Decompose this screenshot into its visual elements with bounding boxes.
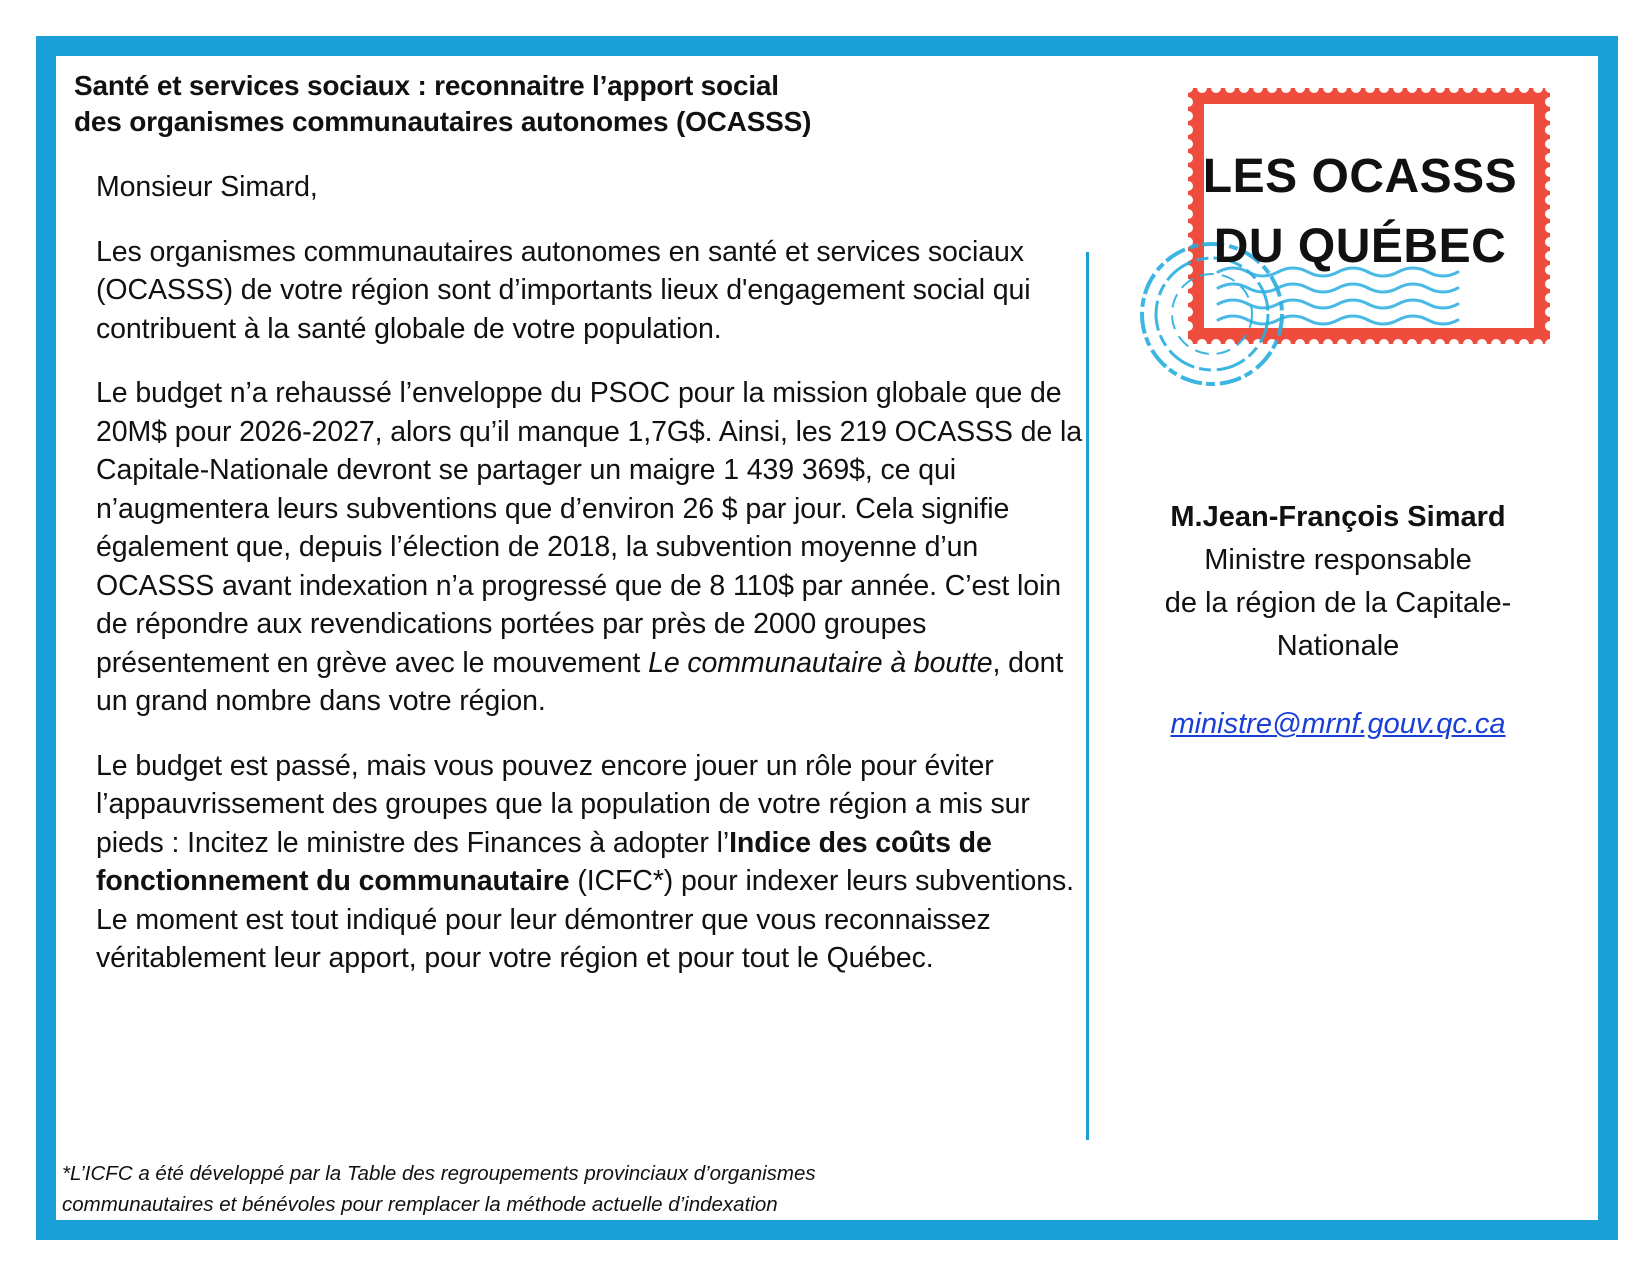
recipient-address [1118,496,1558,668]
address-divider [1086,252,1089,1140]
paragraph-2-text: Le budget n’a rehaussé l’enveloppe du PSOC pour la mission globale que de 20M$ pour 2026-2027, alors qu’il manque 1,7G$. Ainsi, les 219 OCASSS de la Capitale-Nationale devront se partager un maigre 1 439 369$, ce qui n’augmentera leurs subventions que d’environ 26 $ par jour. Cela signifie également que, depuis l’élection de 2018, la subvention moyenne d’un OCASSS avant indexation n’a progressé que de 8 110$ par année. C’est loin de répondre aux revendications portées par près de 2000 groupes présentement en grève avec le mouvement [96,377,1082,679]
paragraph-3-end: (ICFC*) pour indexer leurs subventions. Le moment est tout indiqué pour leur démontrer que vous reconnaissez véritablement leur apport, pour votre région et pour tout le Québec. [96,865,1074,974]
movement-name: Le communautaire à boutte [648,646,993,679]
stamp-label-line-1: LES OCASSS [1202,150,1518,203]
stamp-label-line-2: DU QUÉBEC [1213,220,1507,273]
title-line-2: des organismes communautaires autonomes (OCASSS) [74,106,812,137]
stamp-label [1180,142,1540,282]
footnote-line-1: *L’ICFC a été développé par la Table des regroupements provinciaux d’organismes [62,1162,816,1185]
paragraph-3 [96,747,1086,978]
title-line-1: Santé et services sociaux : reconnaitre l’apport social [74,70,779,101]
footnote [62,1158,1062,1220]
paragraph-2 [96,374,1086,721]
paragraph-3-text: Le budget est passé, mais vous pouvez encore jouer un rôle pour éviter l’appauvrissement des groupes que la population de votre région a mis sur pieds : Incitez le ministre des Finances à adopter l’ [96,749,1030,859]
postcard-title [74,68,974,140]
recipient-title-line-2: de la région de la Capitale- [1164,587,1512,619]
salutation: Monsieur Simard, [96,171,318,203]
letter-body [96,168,1086,1004]
recipient-name: M.Jean-François Simard [1170,501,1506,533]
recipient-title-line-1: Ministre responsable [1204,544,1472,576]
paragraph-2-end: , dont un grand nombre dans votre région. [96,646,1064,717]
icfc-name: Indice des coûts de fonctionnement du communautaire [96,826,992,897]
footnote-line-2: communautaires et bénévoles pour remplacer la méthode actuelle d’indexation [62,1193,778,1216]
recipient-email-link[interactable]: ministre@mrnf.gouv.qc.ca [1170,708,1506,740]
paragraph-1: Les organismes communautaires autonomes en santé et services sociaux (OCASSS) de votre région sont d’importants lieux d'engagement social qui contribuent à la santé globale de votre population. [96,235,1031,345]
recipient-title-line-3: Nationale [1276,630,1400,662]
